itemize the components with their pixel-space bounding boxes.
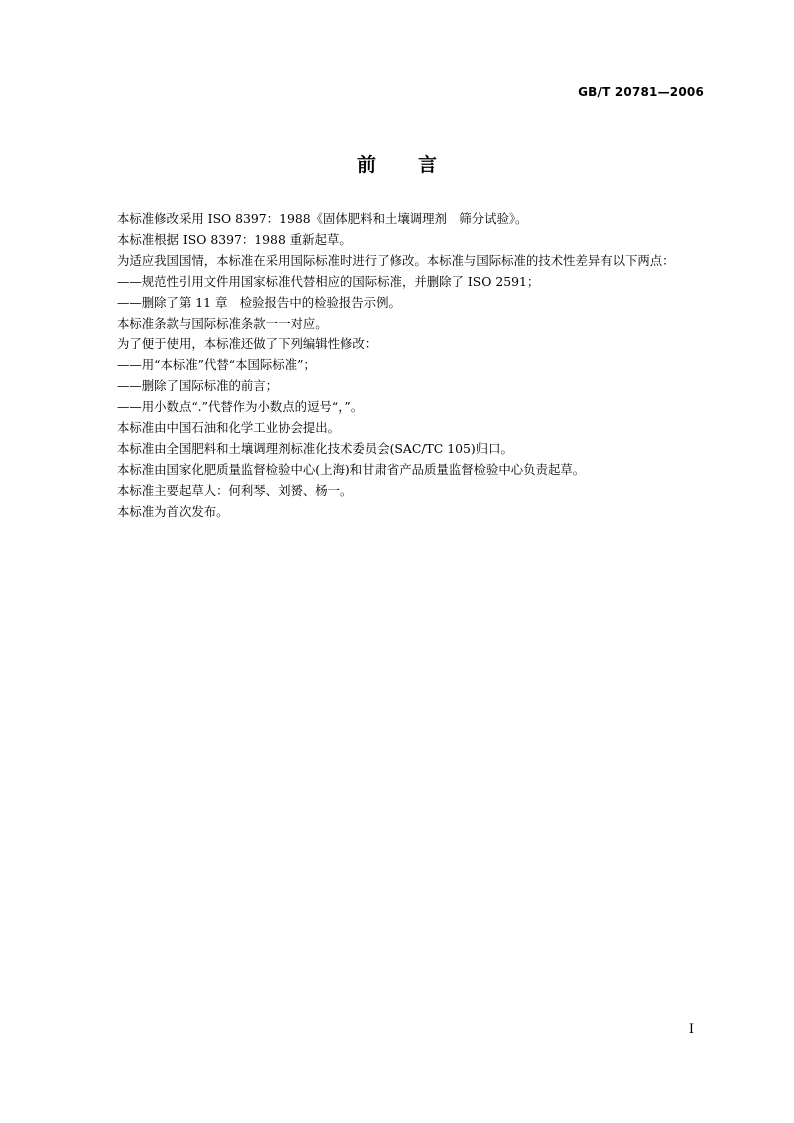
paragraph-editorial-changes: 为了便于使用，本标准还做了下列编辑性修改： — [117, 336, 378, 352]
paragraph-proposer: 本标准由中国石油和化学工业协会提出。 — [117, 420, 341, 436]
paragraph-differences: 为适应我国国情，本标准在采用国际标准时进行了修改。本标准与国际标准的技术性差异有以下两点： — [117, 252, 675, 268]
paragraph-correspondence: 本标准条款与国际标准条款一一对应。 — [117, 315, 328, 331]
list-item-editorial-1: ——用“本标准”代替“本国际标准”； — [117, 357, 316, 373]
paragraph-adoption: 本标准修改采用 ISO 8397：1988《固体肥料和土壤调理剂 筛分试验》。 — [117, 211, 528, 226]
foreword-body — [91, 209, 704, 523]
list-item-difference-1: ——规范性引用文件用国家标准代替相应的国际标准，并删除了 ISO 2591； — [117, 273, 540, 289]
page-title — [0, 150, 794, 177]
paragraph-drafted-basis: 本标准根据 ISO 8397：1988 重新起草。 — [117, 231, 352, 247]
paragraph-drafting-units: 本标准由国家化肥质量监督检验中心(上海)和甘肃省产品质量监督检验中心负责起草。 — [117, 461, 586, 477]
paragraph-committee: 本标准由全国肥料和土壤调理剂标准化技术委员会(SAC/TC 105)归口。 — [117, 440, 513, 456]
list-item-difference-2: ——删除了第 11 章 检验报告中的检验报告示例。 — [117, 294, 401, 310]
paragraph-drafters: 本标准主要起草人：何利琴、刘赟、杨一。 — [117, 482, 353, 498]
page-title-part1: 前 — [356, 154, 376, 176]
list-item-editorial-2: ——删除了国际标准的前言； — [117, 378, 279, 394]
page-number: I — [688, 1022, 694, 1037]
document-code: GB/T 20781—2006 — [578, 85, 704, 99]
page-title-part2: 言 — [418, 154, 438, 176]
paragraph-first-release: 本标准为首次发布。 — [117, 503, 229, 519]
list-item-editorial-3: ——用小数点“.”代替作为小数点的逗号“，”。 — [117, 399, 364, 415]
